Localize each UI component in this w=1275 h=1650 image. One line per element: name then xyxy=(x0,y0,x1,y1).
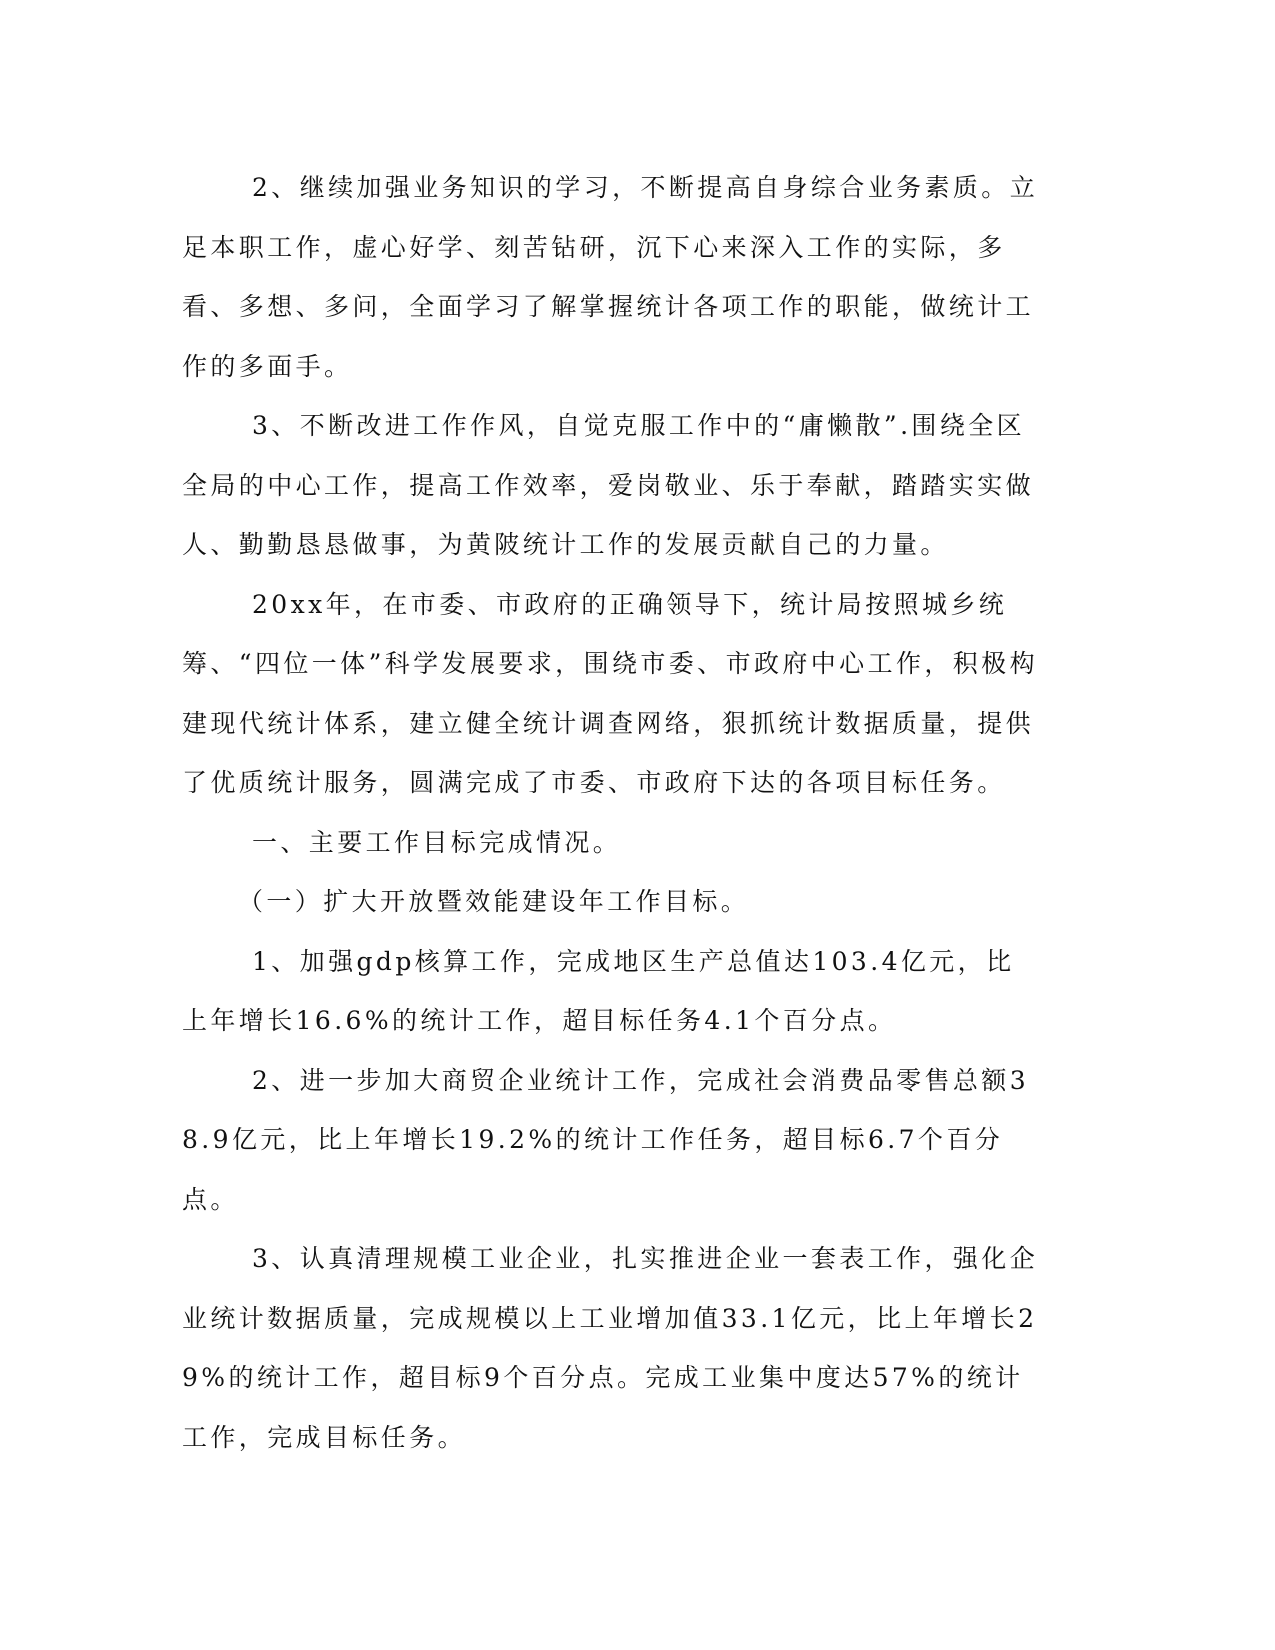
paragraph-annual-summary: 20xx年，在市委、市政府的正确领导下，统计局按照城乡统筹、“四位一体”科学发展要求，围绕市委、市政府中心工作，积极构建现代统计体系，建立健全统计调查网络，狠抓统计数据质量，提供了优质统计服务，圆满完成了市委、市政府下达的各项目标任务。 xyxy=(182,589,1038,797)
paragraph-gdp: 1、加强gdp核算工作，完成地区生产总值达103.4亿元，比上年增长16.6%的统计工作，超目标任务4.1个百分点。 xyxy=(182,946,1015,1035)
paragraph-retail: 2、进一步加大商贸企业统计工作，完成社会消费品零售总额38.9亿元，比上年增长19.2%的统计工作任务，超目标6.7个百分点。 xyxy=(182,1065,1030,1214)
section-heading-main-goals: 一、主要工作目标完成情况。 xyxy=(252,827,622,857)
subsection-heading-efficiency: （一）扩大开放暨效能建设年工作目标。 xyxy=(238,887,750,916)
paragraph-industry: 3、认真清理规模工业企业，扎实推进企业一套表工作，强化企业统计数据质量，完成规模以上工业增加值33.1亿元，比上年增长29%的统计工作，超目标9个百分点。完成工业集中度达57%的统计工作，完成目标任务。 xyxy=(182,1244,1039,1452)
paragraph-work-style: 3、不断改进工作作风，自觉克服工作中的“庸懒散”.围绕全区全局的中心工作，提高工作效率，爱岗敬业、乐于奉献，踏踏实实做人、勤勤恳恳做事，为黄陂统计工作的发展贡献自己的力量。 xyxy=(182,411,1035,559)
paragraph-study: 2、继续加强业务知识的学习，不断提高自身综合业务素质。立足本职工作，虚心好学、刻苦钻研，沉下心来深入工作的实际，多看、多想、多问，全面学习了解掌握统计各项工作的职能，做统计工作的多面手。 xyxy=(182,173,1039,381)
document-body xyxy=(182,158,1042,1467)
